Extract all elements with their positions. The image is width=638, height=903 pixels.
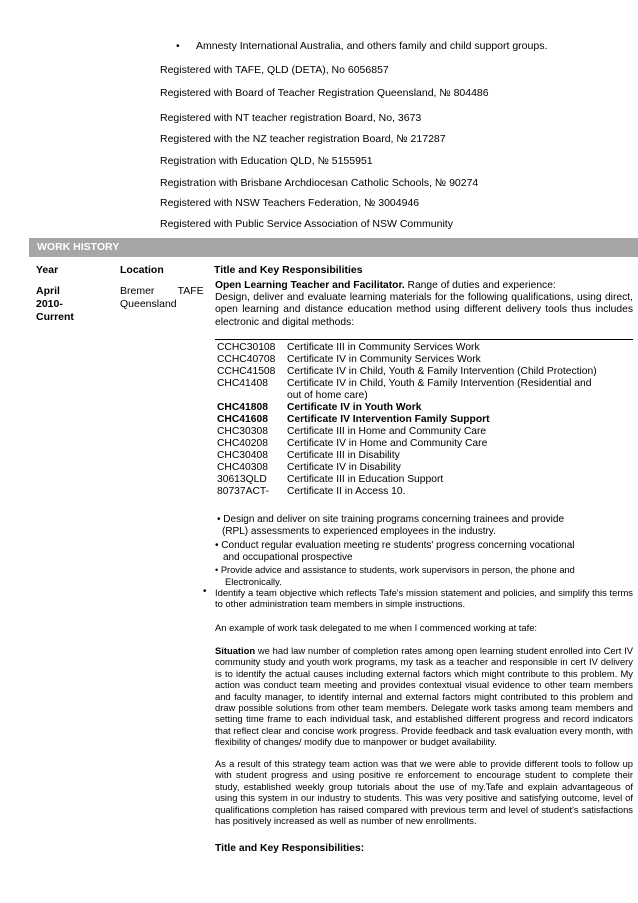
- course-item: [217, 354, 597, 366]
- example-intro: An example of work task delegated to me when I commenced working at tafe:: [215, 622, 538, 633]
- course-name: Certificate IV in Disability: [287, 462, 401, 473]
- course-item: [217, 342, 597, 354]
- registration-line: Registration with Brisbane Archdiocesan Catholic Schools, № 90274: [160, 177, 479, 189]
- registration-line: Registered with Board of Teacher Registration Queensland, № 804486: [160, 87, 489, 99]
- registration-line: Registered with NSW Teachers Federation, № 3004946: [160, 197, 420, 209]
- entry-year: [36, 285, 74, 324]
- year-line: April: [36, 285, 60, 297]
- course-item: [217, 474, 597, 486]
- course-code: CHC41408: [217, 378, 268, 389]
- course-item: [217, 450, 597, 462]
- course-code: CHC40208: [217, 438, 268, 449]
- course-code: CHC30308: [217, 426, 268, 437]
- course-code: CHC41808: [217, 402, 268, 413]
- bullet-icon: •: [176, 40, 180, 52]
- next-title-heading: Title and Key Responsibilities:: [215, 843, 365, 854]
- course-name: out of home care): [287, 390, 368, 401]
- course-name: Certificate III in Home and Community Care: [287, 426, 487, 437]
- registration-line: Registered with the NZ teacher registration Board, № 217287: [160, 133, 446, 145]
- course-name: Certificate II in Access 10.: [287, 486, 406, 497]
- registration-line: Registered with TAFE, QLD (DETA), No 6056857: [160, 64, 389, 76]
- course-name: Certificate IV in Community Services Work: [287, 354, 481, 365]
- situation-text: we had law number of completion rates among open learning student enrolled into Cert IV community study and youth work programs, my task as a teacher and responsible in cert IV delivery is to identify the actual causes including external factors which might contribute to this problem. My action was conduct team meeting and provides contextual visual evidence to other team members and faculty manager, to identify internal and external factors might contributed to this problem and draw possible solutions from other team members. Delegate work tasks among team members and setting time frame to each individual task, and established different progress and record indicators that reflect clear and concise work progress. Provide feedback and task evaluation every month, with flexibility of changes/ modify due to manpower or budget availability.: [215, 645, 633, 748]
- duty-bullet: [217, 514, 633, 538]
- course-name: Certificate IV in Child, Youth & Family Intervention (Residential and: [287, 378, 592, 389]
- result-paragraph: As a result of this strategy team action was that we were able to provide different tools to follow up with student progress and using positive re enforcement to encourage student to complete their study, established weekly group tutorials about the use of my.Tafe and explain advantageous of using this system in our industry to students. This was very positive and satisfying outcome, level of qualifications completion has raised compared with previous term and level of student's satisfactions has positively increased as well as number of new enrollments.: [215, 758, 633, 827]
- course-item-continuation: [217, 390, 597, 402]
- divider: [215, 339, 633, 340]
- entry-location: [120, 285, 204, 311]
- course-code: 30613QLD: [217, 474, 267, 485]
- year-line: 2010-: [36, 298, 63, 310]
- duty-text: • Provide advice and assistance to students, work supervisors in person, the phone and: [215, 565, 575, 575]
- course-code: CHC30408: [217, 450, 268, 461]
- course-item: [217, 486, 597, 498]
- bullet-icon: •: [203, 586, 207, 597]
- duty-text: and occupational prospective: [223, 552, 353, 563]
- role-title: Open Learning Teacher and Facilitator.: [215, 280, 405, 291]
- role-description: [215, 280, 633, 329]
- course-code: CHC41608: [217, 414, 268, 425]
- location-line: Queensland: [120, 298, 177, 310]
- course-name: Certificate IV in Home and Community Care: [287, 438, 488, 449]
- situation-paragraph: [215, 645, 633, 748]
- duty-bullet-text: Identify a team objective which reflects Tafe's mission statement and policies, and simplify this terms to other administration team members in simple instructions.: [215, 587, 633, 610]
- duty-bullet: [215, 565, 633, 588]
- course-name: Certificate III in Community Services Work: [287, 342, 480, 353]
- course-code: CCHC41508: [217, 366, 276, 377]
- course-item: [217, 438, 597, 450]
- course-name: Certificate III in Education Support: [287, 474, 444, 485]
- location-column-header: Location: [120, 264, 164, 276]
- role-duties: Design, deliver and evaluate learning materials for the following qualifications, using direct, open learning and distance education method using different delivery tools thus includes electronic and digital methods:: [215, 292, 633, 328]
- title-column-header: Title and Key Responsibilities: [214, 264, 363, 276]
- course-code: CHC40308: [217, 462, 268, 473]
- course-name: Certificate III in Disability: [287, 450, 400, 461]
- location-line: Bremer TAFE: [120, 285, 204, 297]
- duty-bullet: [215, 540, 633, 564]
- course-item: [217, 414, 597, 426]
- situation-label: Situation: [215, 645, 256, 656]
- year-column-header: Year: [36, 264, 59, 276]
- top-bullet-item: [176, 40, 547, 52]
- course-item: [217, 378, 597, 390]
- year-line: Current: [36, 311, 74, 323]
- duty-text: • Conduct regular evaluation meeting re students' progress concerning vocational: [215, 540, 575, 551]
- course-item: [217, 366, 597, 378]
- top-bullet-text: Amnesty International Australia, and others family and child support groups.: [196, 40, 548, 52]
- course-item: [217, 402, 597, 414]
- course-name: Certificate IV in Youth Work: [287, 402, 422, 413]
- duty-text: Electronically.: [225, 576, 282, 587]
- course-code: CCHC40708: [217, 354, 276, 365]
- course-name: Certificate IV in Child, Youth & Family Intervention (Child Protection): [287, 366, 597, 377]
- duty-text: (RPL) assessments to experienced employees in the industry.: [222, 526, 496, 537]
- registration-line: Registered with Public Service Association of NSW Community: [160, 218, 453, 230]
- registration-line: Registered with NT teacher registration Board, No, 3673: [160, 112, 422, 124]
- course-list: [217, 342, 597, 498]
- course-code: 80737ACT-: [217, 486, 270, 497]
- role-intro: Range of duties and experience:: [407, 280, 556, 291]
- course-item: [217, 426, 597, 438]
- duty-text: • Design and deliver on site training programs concerning trainees and provide: [217, 514, 565, 525]
- course-name: Certificate IV Intervention Family Support: [287, 414, 490, 425]
- registration-line: Registration with Education QLD, № 5155951: [160, 155, 373, 167]
- work-history-section-header: WORK HISTORY: [29, 238, 638, 257]
- course-item: [217, 462, 597, 474]
- course-code: CCHC30108: [217, 342, 276, 353]
